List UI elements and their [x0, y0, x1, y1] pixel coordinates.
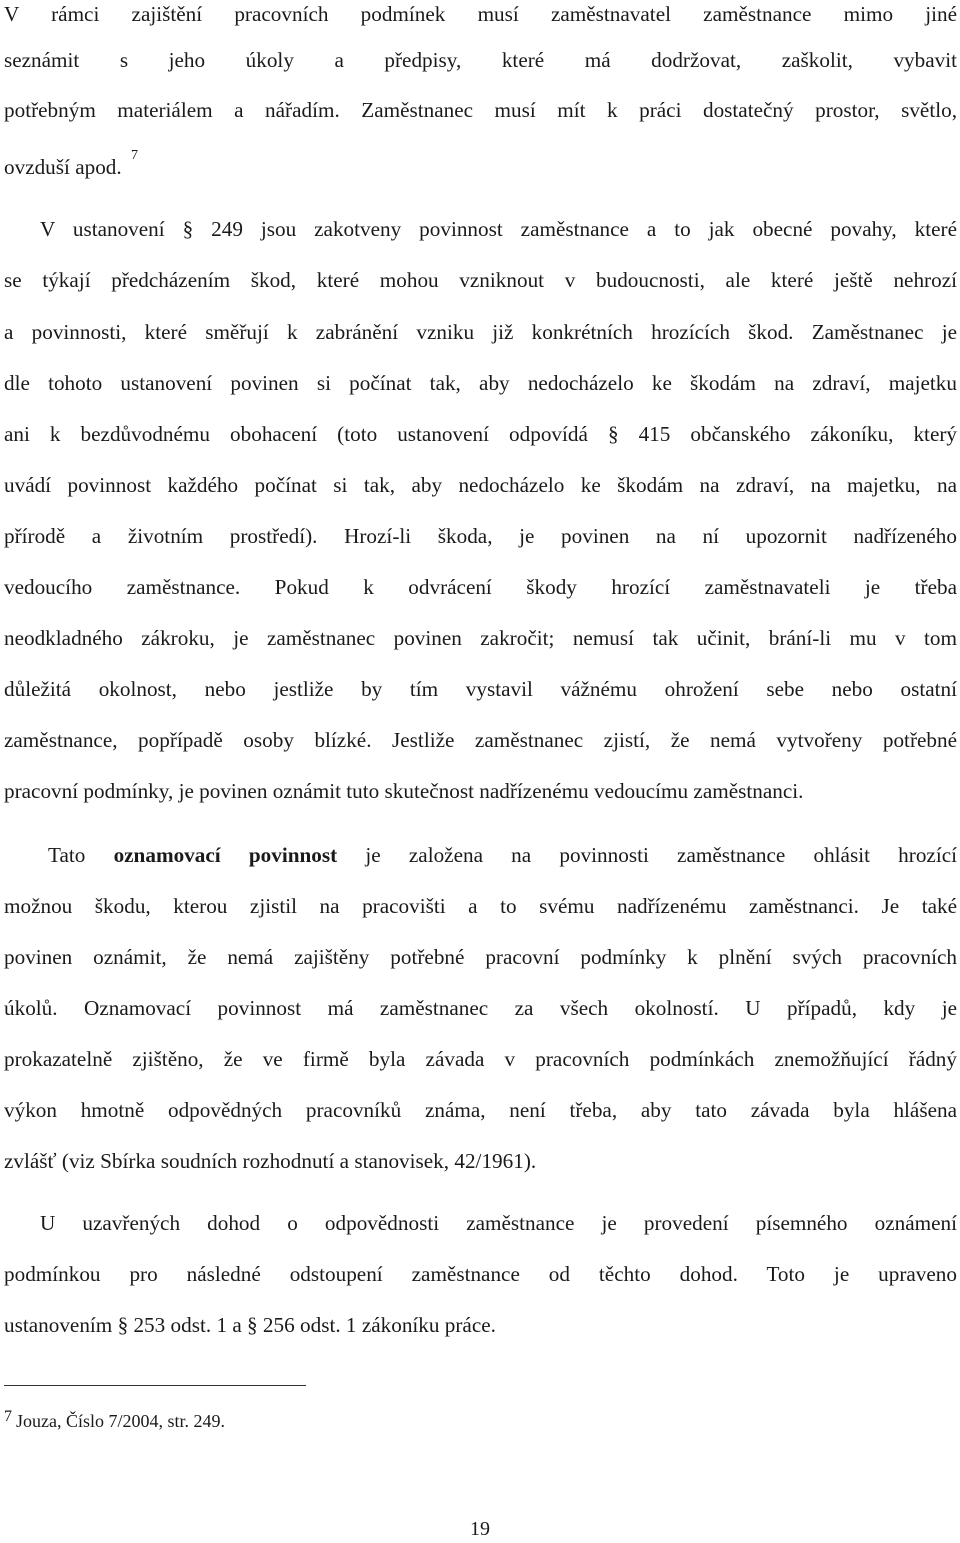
paragraph-2-line-6: uvádí povinnost každého počínat si tak, aby nedocházelo ke škodám na zdraví, na majetku, na: [4, 473, 957, 497]
paragraph-3-line-2: možnou škodu, kterou zjistil na pracovišti a to svému nadřízenému zaměstnanci. Je také: [4, 894, 957, 918]
paragraph-2-line-1: V ustanovení § 249 jsou zakotveny povinnost zaměstnance a to jak obecné povahy, které: [40, 217, 957, 241]
paragraph-2-line-5: ani k bezdůvodnému obohacení (toto ustanovení odpovídá § 415 občanského zákoníku, který: [4, 422, 957, 446]
footnote-number: 7: [4, 1408, 12, 1425]
paragraph-1-line-2: seznámit s jeho úkoly a předpisy, které má dodržovat, zaškolit, vybavit: [4, 48, 957, 72]
paragraph-3-line-3: povinen oznámit, že nemá zajištěny potřebné pracovní podmínky k plnění svých pracovních: [4, 945, 957, 969]
footnote: [4, 1408, 225, 1432]
paragraph-2-line-11: zaměstnance, popřípadě osoby blízké. Jestliže zaměstnanec zjistí, že nemá vytvořeny potřebné: [4, 728, 957, 752]
footnote-text: Jouza, Číslo 7/2004, str. 249.: [16, 1411, 226, 1431]
paragraph-2-line-3: a povinnosti, které směřují k zabránění vzniku již konkrétních hrozících škod. Zaměstnanec je: [4, 320, 957, 344]
paragraph-2-line-9: neodkladného zákroku, je zaměstnanec povinen zakročit; nemusí tak učinit, brání-li mu v tom: [4, 626, 957, 650]
paragraph-2-line-8: vedoucího zaměstnance. Pokud k odvrácení škody hrozící zaměstnavateli je třeba: [4, 575, 957, 599]
paragraph-4-line-2: podmínkou pro následné odstoupení zaměstnance od těchto dohod. Toto je upraveno: [4, 1262, 957, 1286]
paragraph-2-line-12: pracovní podmínky, je povinen oznámit tuto skutečnost nadřízenému vedoucímu zaměstnanci.: [4, 779, 804, 803]
paragraph-2-line-10: důležitá okolnost, nebo jestliže by tím vystavil vážnému ohrožení sebe nebo ostatní: [4, 677, 957, 701]
paragraph-3-line-5: prokazatelně zjištěno, že ve firmě byla závada v pracovních podmínkách znemožňující řádný: [4, 1047, 957, 1071]
page-number: 19: [470, 1518, 490, 1540]
paragraph-1-line-4: ovzduší apod.: [4, 155, 122, 179]
paragraph-3-line-1: [48, 841, 957, 869]
paragraph-1-line-3: potřebným materiálem a nářadím. Zaměstnanec musí mít k práci dostatečný prostor, světlo,: [4, 98, 957, 122]
paragraph-2-line-7: přírodě a životním prostředí). Hrozí-li škoda, je povinen na ní upozornit nadřízeného: [4, 524, 957, 548]
paragraph-2-line-4: dle tohoto ustanovení povinen si počínat tak, aby nedocházelo ke škodám na zdraví, majetku: [4, 371, 957, 395]
paragraph-3-bold-term: oznamovací povinnost: [113, 843, 338, 867]
paragraph-3-line-4: úkolů. Oznamovací povinnost má zaměstnanec za všech okolností. U případů, kdy je: [4, 996, 957, 1020]
footnote-reference: 7: [131, 148, 138, 163]
paragraph-3-line-7: zvlášť (viz Sbírka soudních rozhodnutí a stanovisek, 42/1961).: [4, 1149, 537, 1173]
paragraph-3-line-6: výkon hmotně odpovědných pracovníků známa, není třeba, aby tato závada byla hlášena: [4, 1098, 957, 1122]
paragraph-4-line-3: ustanovením § 253 odst. 1 a § 256 odst. 1 zákoníku práce.: [4, 1313, 496, 1337]
paragraph-3-line-1-rest: je založena na povinnosti zaměstnance ohlásit hrozící: [365, 843, 957, 867]
paragraph-3-lead-word: Tato: [48, 843, 86, 867]
footnote-separator: [4, 1385, 306, 1386]
paragraph-4-line-1: U uzavřených dohod o odpovědnosti zaměstnance je provedení písemného oznámení: [40, 1211, 957, 1235]
paragraph-1-line-1: V rámci zajištění pracovních podmínek musí zaměstnavatel zaměstnance mimo jiné: [4, 2, 957, 26]
paragraph-2-line-2: se týkají předcházením škod, které mohou vzniknout v budoucnosti, ale které ještě nehrozí: [4, 268, 957, 292]
